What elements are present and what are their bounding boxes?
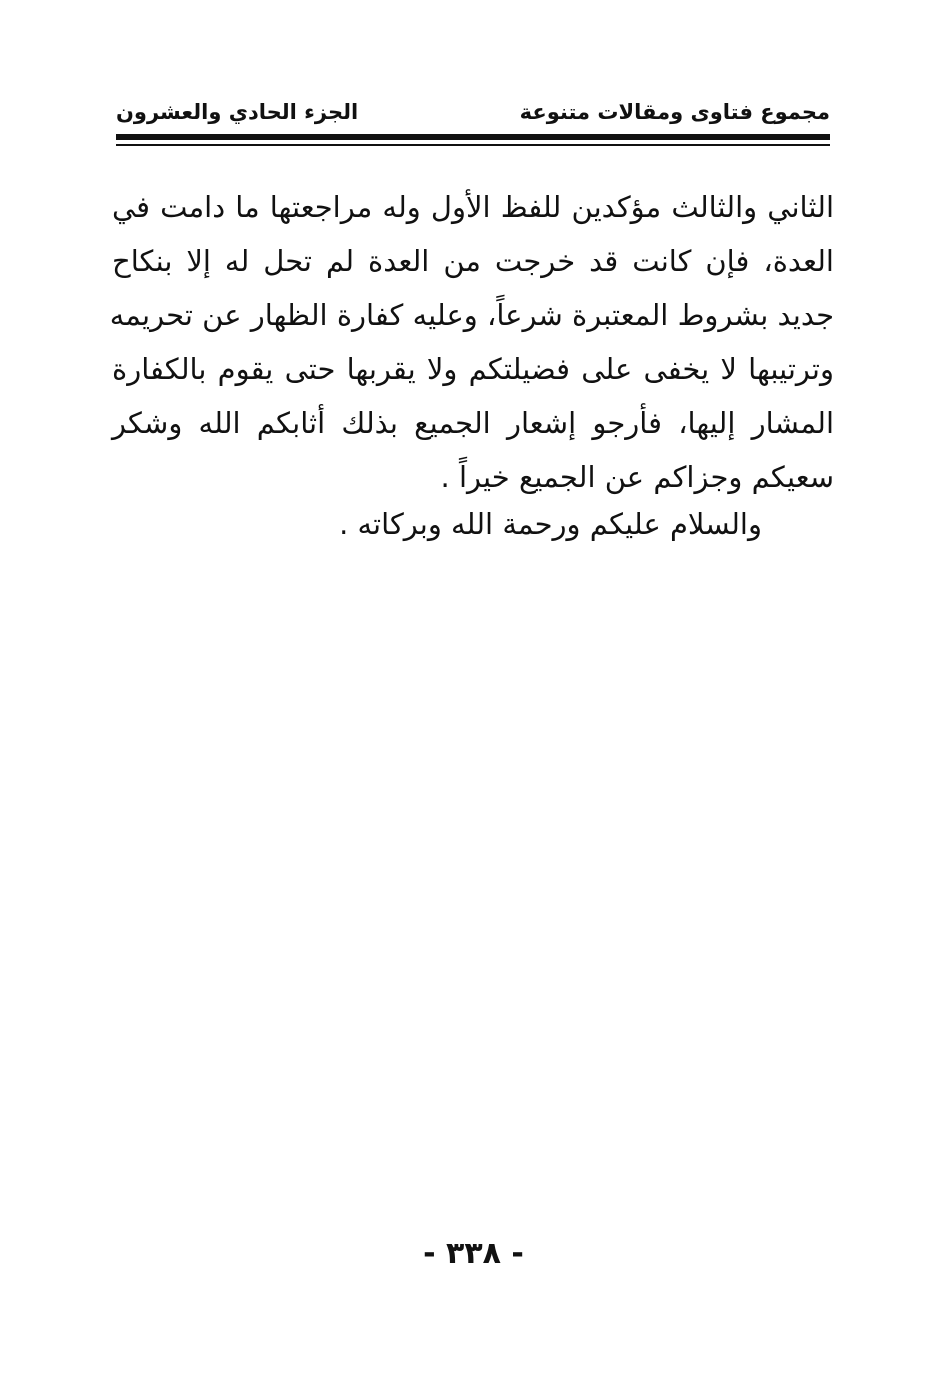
body-line: جديد بشروط المعتبرة شرعاً، وعليه كفارة الظهار عن تحريمه xyxy=(109,298,834,332)
page-number: - ٣٣٨ - xyxy=(423,1236,524,1271)
body-line: وترتيبها لا يخفى على فضيلتكم ولا يقربها حتى يقوم بالكفارة xyxy=(112,352,834,386)
body-text xyxy=(109,180,834,504)
body-line: الثاني والثالث مؤكدين للفظ الأول وله مراجعتها ما دامت في xyxy=(112,190,834,224)
body-line: سعيكم وجزاكم عن الجميع خيراً . xyxy=(440,460,834,494)
body-line: المشار إليها، فأرجو إشعار الجميع بذلك أثابكم الله وشكر xyxy=(112,406,834,440)
body-line: العدة، فإن كانت قد خرجت من العدة لم تحل له إلا بنكاح xyxy=(112,244,834,278)
header-rule-thin xyxy=(116,144,830,146)
closing-salutation: والسلام عليكم ورحمة الله وبركاته . xyxy=(339,507,762,541)
book-title: مجموع فتاوى ومقالات متنوعة xyxy=(519,100,830,124)
volume-label: الجزء الحادي والعشرون xyxy=(116,100,359,124)
header-rule-thick xyxy=(116,134,830,140)
running-header xyxy=(116,96,830,130)
